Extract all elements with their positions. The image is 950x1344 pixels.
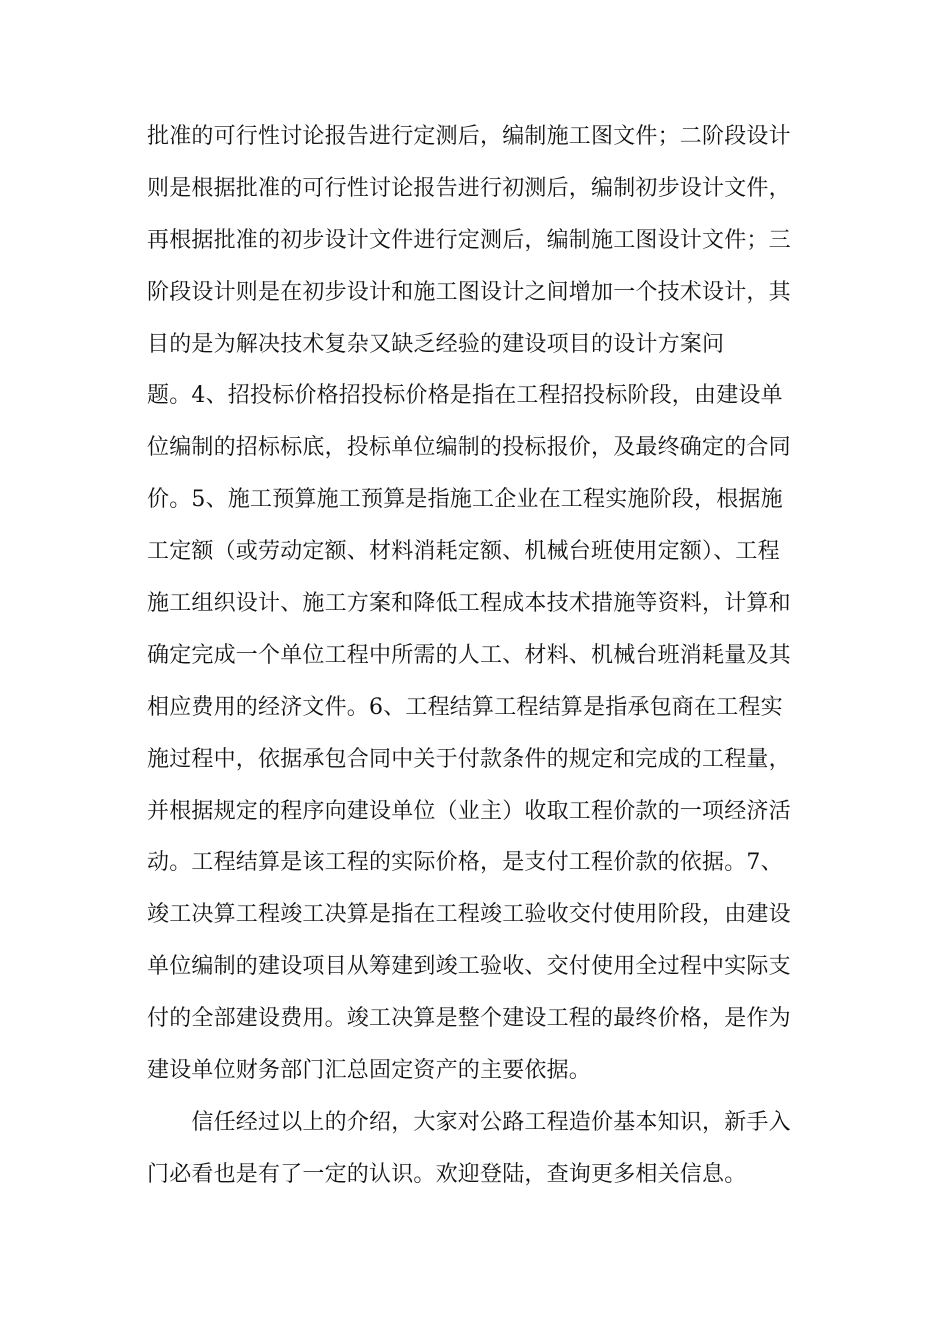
text-line: 并根据规定的程序向建设单位（业主）收取工程价款的一项经济活 bbox=[147, 799, 791, 824]
text-line: 阶段设计则是在初步设计和施工图设计之间增加一个技术设计，其 bbox=[147, 280, 791, 305]
text-line: 信任经过以上的介绍，大家对公路工程造价基本知识，新手入 bbox=[147, 1110, 791, 1135]
text-line: 题。4、招投标价格招投标价格是指在工程招投标阶段，由建设单 bbox=[147, 383, 783, 408]
text-line: 门必看也是有了一定的认识。欢迎登陆，查询更多相关信息。 bbox=[147, 1162, 747, 1187]
text-line: 则是根据批准的可行性讨论报告进行初测后，编制初步设计文件， bbox=[147, 176, 791, 201]
text-line: 动。工程结算是该工程的实际价格，是支付工程价款的依据。7、 bbox=[147, 850, 783, 875]
text-line: 目的是为解决技术复杂又缺乏经验的建设项目的设计方案问 bbox=[147, 332, 725, 357]
text-line: 施工组织设计、施工方案和降低工程成本技术措施等资料，计算和 bbox=[147, 591, 791, 616]
text-line: 批准的可行性讨论报告进行定测后，编制施工图文件；二阶段设计 bbox=[147, 124, 791, 149]
text-line: 工定额（或劳动定额、材料消耗定额、机械台班使用定额）、工程 bbox=[147, 539, 780, 564]
text-line: 竣工决算工程竣工决算是指在工程竣工验收交付使用阶段，由建设 bbox=[147, 902, 791, 927]
text-line: 位编制的招标标底，投标单位编制的投标报价，及最终确定的合同 bbox=[147, 435, 791, 460]
text-line: 确定完成一个单位工程中所需的人工、材料、机械台班消耗量及其 bbox=[147, 643, 791, 668]
text-line: 价。5、施工预算施工预算是指施工企业在工程实施阶段，根据施 bbox=[147, 487, 783, 512]
text-line: 再根据批准的初步设计文件进行定测后，编制施工图设计文件；三 bbox=[147, 228, 791, 253]
text-line: 相应费用的经济文件。6、工程结算工程结算是指承包商在工程实 bbox=[147, 695, 783, 720]
text-line: 建设单位财务部门汇总固定资产的主要依据。 bbox=[147, 1058, 592, 1083]
text-line: 单位编制的建设项目从筹建到竣工验收、交付使用全过程中实际支 bbox=[147, 954, 791, 979]
text-line: 付的全部建设费用。竣工决算是整个建设工程的最终价格，是作为 bbox=[147, 1006, 791, 1031]
text-line: 施过程中，依据承包合同中关于付款条件的规定和完成的工程量， bbox=[147, 747, 791, 772]
